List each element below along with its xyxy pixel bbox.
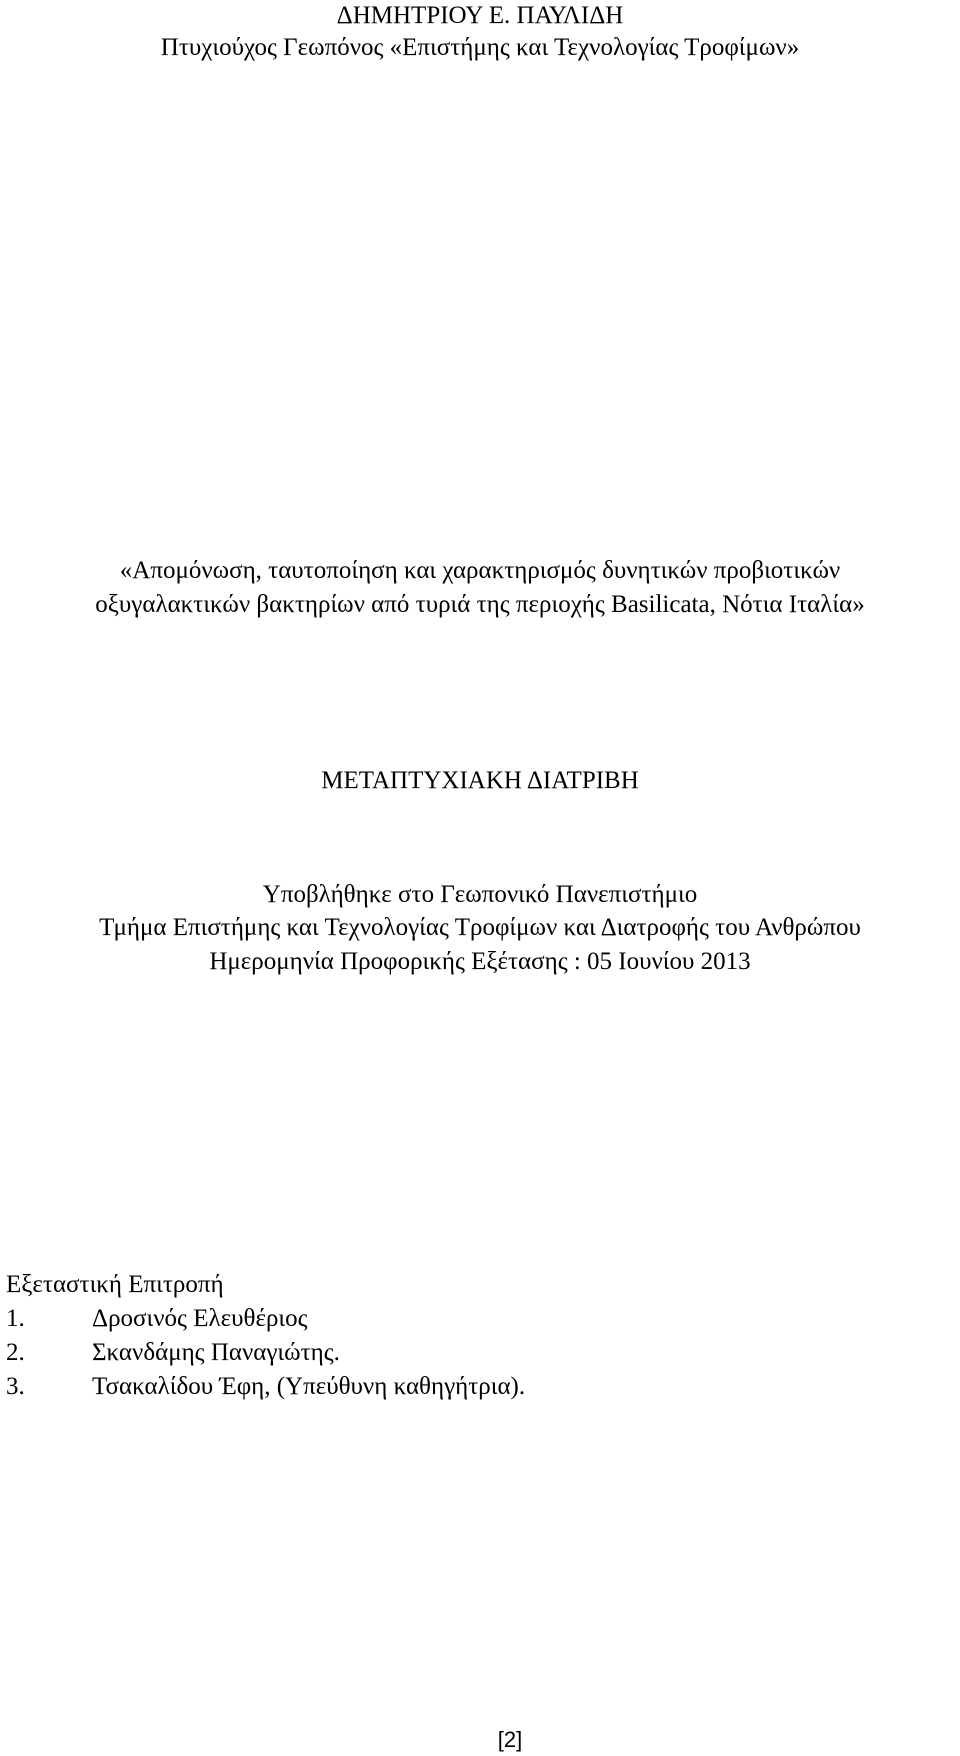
member-name: Σκανδάμης Παναγιώτης. [92,1339,340,1366]
member-number: 1. [6,1305,25,1332]
author-degree: Πτυχιούχος Γεωπόνος «Επιστήμης και Τεχνολογίας Τροφίμων» [160,34,800,61]
member-name: Δροσινός Ελευθέριος [92,1305,308,1332]
committee-member [6,1372,525,1402]
committee-member [6,1304,308,1334]
committee-heading: Εξεταστική Επιτροπή [6,1271,224,1298]
exam-date: Ημερομηνία Προφορικής Εξέτασης : 05 Ιουνίου 2013 [209,948,751,975]
thesis-title-line-1: «Απομόνωση, ταυτοποίηση και χαρακτηρισμός δυνητικών προβιοτικών [119,557,841,584]
author-name: ΔΗΜΗΤΡΙΟΥ Ε. ΠΑΥΛΙΔΗ [336,2,624,29]
member-number: 2. [6,1339,25,1366]
member-number: 3. [6,1373,25,1400]
submission-department: Τμήμα Επιστήμης και Τεχνολογίας Τροφίμων και Διατροφής του Ανθρώπου [99,914,861,941]
page-number: [2] [497,1727,523,1752]
committee-member [6,1338,340,1368]
member-name: Τσακαλίδου Έφη, (Υπεύθυνη καθηγήτρια). [92,1373,526,1400]
thesis-type: ΜΕΤΑΠΤΥΧΙΑΚΗ ΔΙΑΤΡΙΒΗ [321,767,639,794]
submission-university: Υποβλήθηκε στο Γεωπονικό Πανεπιστήμιο [262,881,698,908]
thesis-title-line-2: οξυγαλακτικών βακτηρίων από τυριά της περιοχής Basilicata, Νότια Ιταλία» [95,591,865,618]
